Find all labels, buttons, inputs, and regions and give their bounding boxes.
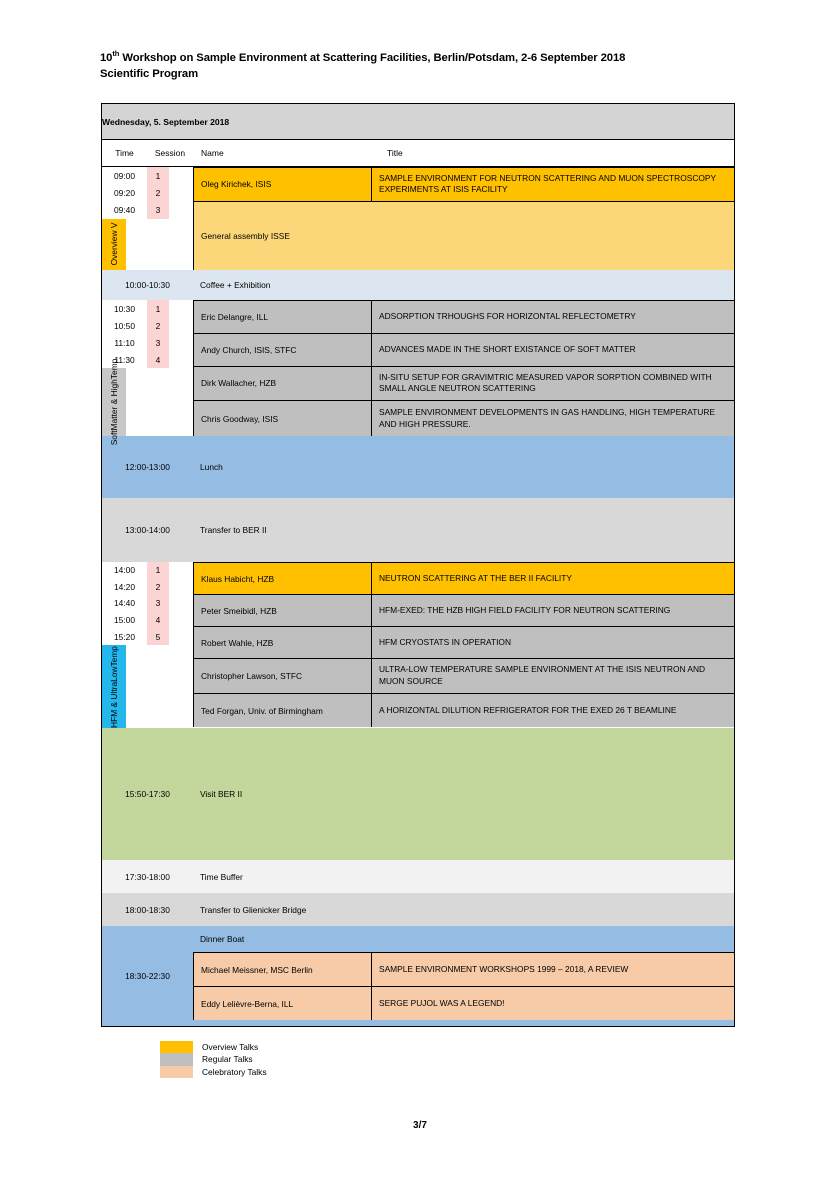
time-session-row bbox=[102, 628, 169, 645]
legend-item bbox=[160, 1053, 267, 1065]
break-time: 10:00-10:30 bbox=[125, 280, 170, 290]
heading-line-2: Scientific Program bbox=[100, 68, 199, 81]
legend bbox=[160, 1041, 267, 1078]
session-track-label: SoftMatter & HighTemp bbox=[109, 358, 119, 446]
session-talks bbox=[193, 562, 734, 728]
break-label: Transfer to BER II bbox=[200, 525, 267, 535]
session-left-column bbox=[102, 300, 193, 446]
time-cell: 09:20 bbox=[102, 184, 147, 201]
talk-speaker-cell: Eddy Lelièvre-Berna, ILL bbox=[193, 987, 371, 1020]
time-cell: 09:40 bbox=[102, 201, 147, 218]
session-number-cell: 2 bbox=[147, 184, 169, 201]
time-cell: 11:30 bbox=[102, 351, 147, 368]
session-number-cell: 5 bbox=[147, 628, 169, 645]
session-number-cell: 4 bbox=[147, 351, 169, 368]
program-table bbox=[101, 103, 735, 1027]
time-session-row bbox=[102, 167, 169, 184]
talk-row bbox=[193, 401, 734, 436]
time-session-row bbox=[102, 300, 169, 317]
break-row bbox=[102, 893, 734, 926]
break-row bbox=[102, 860, 734, 893]
talk-row bbox=[193, 301, 734, 334]
talk-speaker-cell: Peter Smeibidl, HZB bbox=[193, 595, 371, 627]
session-number-cell: 3 bbox=[147, 595, 169, 612]
talk-row bbox=[193, 563, 734, 595]
talk-speaker-cell: Dirk Wallacher, HZB bbox=[193, 367, 371, 402]
legend-color-swatch bbox=[160, 1053, 193, 1065]
break-time: 15:50-17:30 bbox=[125, 789, 170, 799]
heading-line-1 bbox=[100, 50, 740, 66]
session-track-label: HFM & UltraLowTemp bbox=[109, 645, 119, 728]
talk-row bbox=[193, 202, 734, 270]
column-header-session: Session bbox=[154, 148, 186, 158]
schedule-blocks bbox=[102, 167, 734, 1026]
time-cell: 15:20 bbox=[102, 628, 147, 645]
time-cell: 14:40 bbox=[102, 595, 147, 612]
talk-speaker-cell: Robert Wahle, HZB bbox=[193, 627, 371, 659]
break-label: Transfer to Glienicker Bridge bbox=[200, 904, 307, 915]
time-session-row bbox=[102, 317, 169, 334]
session-number-cell: 2 bbox=[147, 579, 169, 596]
time-session-row bbox=[102, 595, 169, 612]
talk-title-cell: ADVANCES MADE IN THE SHORT EXISTANCE OF SOFT MATTER bbox=[371, 334, 734, 367]
talk-title-cell: ADSORPTION TRHOUGHS FOR HORIZONTAL REFLECTOMETRY bbox=[371, 301, 734, 334]
legend-label: Regular Talks bbox=[202, 1054, 253, 1065]
talk-row bbox=[193, 627, 734, 659]
talk-title-cell: SAMPLE ENVIRONMENT DEVELOPMENTS IN GAS HANDLING, HIGH TEMPERATURE AND HIGH PRESSURE. bbox=[371, 401, 734, 436]
time-session-stack bbox=[102, 562, 169, 645]
time-cell: 10:50 bbox=[102, 317, 147, 334]
talk-title-cell: IN-SITU SETUP FOR GRAVIMTRIC MEASURED VAPOR SORPTION COMBINED WITH SMALL ANGLE NEUTRON SCATTERING bbox=[371, 367, 734, 402]
session-left-column bbox=[102, 167, 193, 270]
break-row bbox=[102, 728, 734, 860]
talk-title-cell: A HORIZONTAL DILUTION REFRIGERATOR FOR THE EXED 26 T BEAMLINE bbox=[371, 694, 734, 727]
dinner-content bbox=[193, 926, 734, 1026]
talk-row bbox=[193, 595, 734, 627]
time-cell: 09:00 bbox=[102, 167, 147, 184]
legend-item bbox=[160, 1066, 267, 1078]
break-label: Coffee + Exhibition bbox=[200, 280, 271, 290]
session-number-cell: 1 bbox=[147, 562, 169, 579]
session-left-column bbox=[102, 562, 193, 728]
talk-speaker-cell: Andy Church, ISIS, STFC bbox=[193, 334, 371, 367]
session-track-column bbox=[102, 645, 126, 728]
break-label: Lunch bbox=[200, 462, 223, 472]
time-cell: 15:00 bbox=[102, 612, 147, 629]
column-header-row bbox=[102, 140, 734, 167]
session-block bbox=[102, 300, 734, 446]
page-number: 3/7 bbox=[413, 1120, 427, 1131]
talk-title-cell bbox=[371, 202, 734, 270]
session-block bbox=[102, 167, 734, 270]
session-block bbox=[102, 562, 734, 728]
talk-row bbox=[193, 952, 734, 986]
dinner-block bbox=[102, 926, 734, 1026]
talk-title-cell: HFM CRYOSTATS IN OPERATION bbox=[371, 627, 734, 659]
session-talks bbox=[193, 300, 734, 436]
talk-row bbox=[193, 694, 734, 727]
time-session-row bbox=[102, 612, 169, 629]
document-heading bbox=[100, 50, 740, 82]
legend-item bbox=[160, 1041, 267, 1053]
session-track-column bbox=[102, 219, 126, 271]
time-session-row bbox=[102, 334, 169, 351]
talk-row bbox=[193, 168, 734, 202]
break-time: 13:00-14:00 bbox=[125, 525, 170, 535]
session-track-label: Overview V bbox=[109, 222, 119, 266]
break-row bbox=[102, 270, 734, 300]
time-cell: 10:30 bbox=[102, 300, 147, 317]
time-cell: 14:20 bbox=[102, 579, 147, 596]
talk-title-cell: SERGE PUJOL WAS A LEGEND! bbox=[371, 987, 734, 1020]
talk-speaker-cell: Oleg Kirichek, ISIS bbox=[193, 168, 371, 202]
time-session-row bbox=[102, 201, 169, 218]
legend-label: Overview Talks bbox=[202, 1041, 259, 1052]
talk-title-cell: HFM-EXED: THE HZB HIGH FIELD FACILITY FOR NEUTRON SCATTERING bbox=[371, 595, 734, 627]
time-session-row bbox=[102, 184, 169, 201]
talk-speaker-cell: Ted Forgan, Univ. of Birmingham bbox=[193, 694, 371, 727]
break-label: Time Buffer bbox=[200, 871, 243, 882]
talk-title-cell: SAMPLE ENVIRONMENT FOR NEUTRON SCATTERING AND MUON SPECTROSCOPY EXPERIMENTS AT ISIS FACILITY bbox=[371, 168, 734, 202]
session-talks bbox=[193, 167, 734, 270]
session-number-cell: 3 bbox=[147, 334, 169, 351]
session-number-cell: 1 bbox=[147, 300, 169, 317]
legend-color-swatch bbox=[160, 1041, 193, 1053]
talk-speaker-cell: Eric Delangre, ILL bbox=[193, 301, 371, 334]
talk-title-cell: ULTRA-LOW TEMPERATURE SAMPLE ENVIRONMENT AT THE ISIS NEUTRON AND MUON SOURCE bbox=[371, 659, 734, 694]
break-row bbox=[102, 436, 734, 498]
talk-speaker-cell: Christopher Lawson, STFC bbox=[193, 659, 371, 694]
session-number-cell: 3 bbox=[147, 201, 169, 218]
session-number-cell: 1 bbox=[147, 167, 169, 184]
session-track-column bbox=[102, 358, 126, 446]
talk-title-cell: NEUTRON SCATTERING AT THE BER II FACILITY bbox=[371, 563, 734, 595]
talk-row bbox=[193, 659, 734, 694]
heading-ordinal-number: 10 bbox=[100, 52, 113, 64]
break-label: Visit BER II bbox=[200, 789, 243, 799]
time-session-row bbox=[102, 562, 169, 579]
break-time: 18:00-18:30 bbox=[125, 904, 170, 915]
talk-speaker-cell: Michael Meissner, MSC Berlin bbox=[193, 953, 371, 986]
time-session-stack bbox=[102, 167, 169, 219]
time-cell: 11:10 bbox=[102, 334, 147, 351]
talk-speaker-cell: Klaus Habicht, HZB bbox=[193, 563, 371, 595]
column-header-time: Time bbox=[115, 148, 134, 158]
talk-row bbox=[193, 367, 734, 402]
talk-row bbox=[193, 986, 734, 1020]
talk-row bbox=[193, 334, 734, 367]
heading-ordinal-suffix: th bbox=[112, 49, 120, 59]
session-number-cell: 2 bbox=[147, 317, 169, 334]
time-session-row bbox=[102, 579, 169, 596]
column-header-name: Name bbox=[201, 148, 224, 158]
heading-main-text: Workshop on Sample Environment at Scattering Facilities, Berlin/Potsdam, 2-6 September 2018 bbox=[119, 52, 626, 64]
break-row bbox=[102, 498, 734, 562]
column-header-title: Title bbox=[387, 148, 403, 158]
legend-color-swatch bbox=[160, 1066, 193, 1078]
dinner-header-label: Dinner Boat bbox=[200, 934, 245, 944]
talk-speaker-cell: Chris Goodway, ISIS bbox=[193, 401, 371, 436]
session-number-cell: 4 bbox=[147, 612, 169, 629]
break-time: 12:00-13:00 bbox=[125, 462, 170, 472]
legend-label: Celebratory Talks bbox=[202, 1066, 267, 1077]
time-cell: 14:00 bbox=[102, 562, 147, 579]
dinner-time: 18:30-22:30 bbox=[125, 971, 170, 981]
break-time: 17:30-18:00 bbox=[125, 871, 170, 882]
talk-title-cell: SAMPLE ENVIRONMENT WORKSHOPS 1999 – 2018, A REVIEW bbox=[371, 953, 734, 986]
talk-speaker-cell: General assembly ISSE bbox=[193, 202, 371, 270]
day-title-bar: Wednesday, 5. September 2018 bbox=[102, 104, 734, 140]
